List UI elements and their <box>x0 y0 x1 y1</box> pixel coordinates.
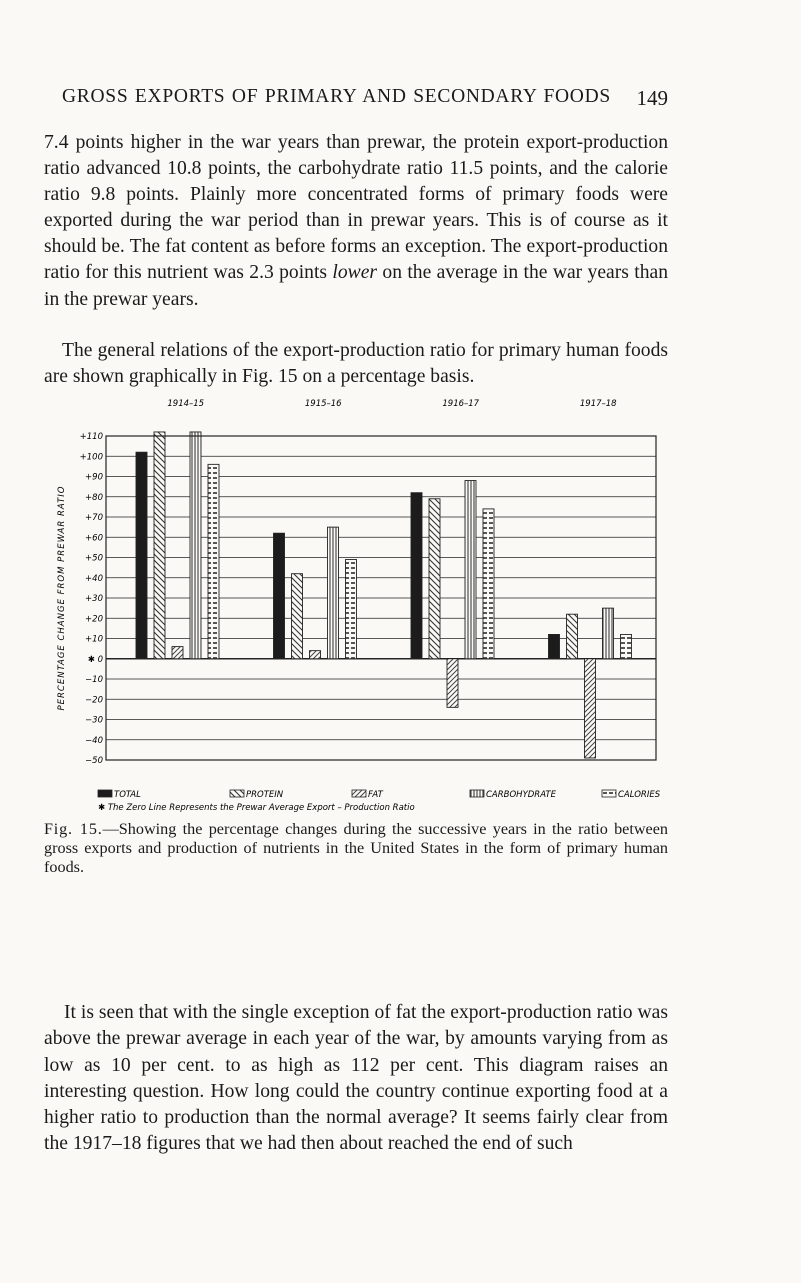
bar-carbohydrate <box>603 608 614 659</box>
bar-fat <box>585 659 596 758</box>
y-tick-label: −10 <box>85 675 103 685</box>
category-label: 1915–16 <box>304 399 342 409</box>
page-number: 149 <box>636 86 668 110</box>
y-tick-label: +100 <box>79 452 103 463</box>
bar-total <box>411 493 422 659</box>
category-labels <box>167 399 617 409</box>
legend-swatch-calories <box>602 790 616 797</box>
y-tick-label: −50 <box>85 756 103 766</box>
legend <box>98 790 661 800</box>
y-tick-label: +10 <box>85 634 103 645</box>
y-axis-title-group <box>57 486 67 711</box>
legend-swatch-fat <box>352 790 366 797</box>
figure-label: Fig. 15. <box>44 820 103 838</box>
page-header <box>62 86 668 116</box>
chart-footnote: ✱ The Zero Line Represents the Prewar Average Export – Production Ratio <box>98 803 415 813</box>
legend-label-carbohydrate: CARBOHYDRATE <box>486 790 556 800</box>
category-label: 1916–17 <box>442 399 480 409</box>
y-tick-label: +110 <box>79 432 103 442</box>
bar-protein <box>567 614 578 659</box>
bar-fat <box>447 659 458 708</box>
y-tick-label: +70 <box>85 513 103 523</box>
y-tick-label: ✱ 0 <box>87 654 103 665</box>
paragraph-2: The general relations of the export-production ratio for primary human foods are shown graphically in Fig. 15 on a percentage basis. <box>44 340 668 388</box>
figure-caption-text: —Showing the percentage changes during the successive years in the ratio between gross exports and production of nutrients in the United States in the form of primary human foods. <box>44 820 669 877</box>
bar-total <box>549 634 560 658</box>
y-tick-label: +90 <box>85 472 103 483</box>
bar-calories <box>208 464 219 658</box>
bar-fat <box>310 651 321 659</box>
figure-caption <box>44 820 668 878</box>
legend-swatch-total <box>98 790 112 797</box>
y-tick-label: +50 <box>85 553 103 564</box>
bar-carbohydrate <box>190 432 201 659</box>
bars <box>136 432 632 758</box>
paragraph-1 <box>44 130 668 313</box>
bar-protein <box>154 432 165 659</box>
legend-label-fat: FAT <box>368 790 383 800</box>
paragraph-1-suffix: on the average in the war years than in the prewar years. <box>44 262 668 310</box>
y-tick-label: +60 <box>85 533 103 544</box>
y-tick-label: −40 <box>85 735 103 746</box>
paragraph-3: It is seen that with the single exception of fat the export-production ratio was above the prewar average in each year of the war, by amounts varying from as low as 10 per cent. to as high as 112 per cent. This diagram raises an interesting question. How long could the country continue exporting food at a higher ratio to production than the normal average? It seems fairly clear from the 1917–18 figures that we had then about reached the end of such <box>44 1002 668 1155</box>
legend-label-protein: PROTEIN <box>246 790 284 800</box>
bar-calories <box>483 509 494 659</box>
y-tick-label: +40 <box>85 573 103 584</box>
paragraph-1-emphasis: lower <box>332 262 378 284</box>
running-title: GROSS EXPORTS OF PRIMARY AND SECONDARY FOODS <box>62 86 611 107</box>
y-tick-label: +80 <box>85 492 103 503</box>
figure-15-chart <box>56 396 676 816</box>
gridlines <box>106 436 656 760</box>
bar-fat <box>172 647 183 659</box>
category-label: 1917–18 <box>579 399 617 409</box>
legend-label-calories: CALORIES <box>618 790 661 800</box>
bar-protein <box>292 574 303 659</box>
y-tick-label: −20 <box>85 695 103 706</box>
y-axis-title: PERCENTAGE CHANGE FROM PREWAR RATIO <box>57 485 67 711</box>
paragraph-1-prefix: 7.4 points higher in the war years than prewar, the protein export-production ratio advanced 10.8 points, the carbohydrate ratio 11.5 points, and the calorie ratio 9.8 points. Plainly more concentrated forms of primary foods were exported during the war period than in prewar years. This is of course as it should be. The fat content as before forms an exception. The export-production ratio for this nutrient was 2.3 points <box>44 132 668 284</box>
chart-svg <box>56 396 676 816</box>
category-label: 1914–15 <box>167 399 205 409</box>
legend-swatch-carbohydrate <box>470 790 484 797</box>
bar-calories <box>621 634 632 658</box>
legend-label-total: TOTAL <box>114 790 141 800</box>
y-tick-label: +30 <box>85 594 103 604</box>
bar-calories <box>346 560 357 659</box>
bar-total <box>274 533 285 659</box>
bar-total <box>136 452 147 659</box>
bar-carbohydrate <box>328 527 339 659</box>
bar-carbohydrate <box>465 481 476 659</box>
y-tick-label: −30 <box>85 715 103 726</box>
legend-swatch-protein <box>230 790 244 797</box>
y-tick-labels <box>80 432 103 766</box>
bar-protein <box>429 499 440 659</box>
y-tick-label: +20 <box>85 614 103 625</box>
